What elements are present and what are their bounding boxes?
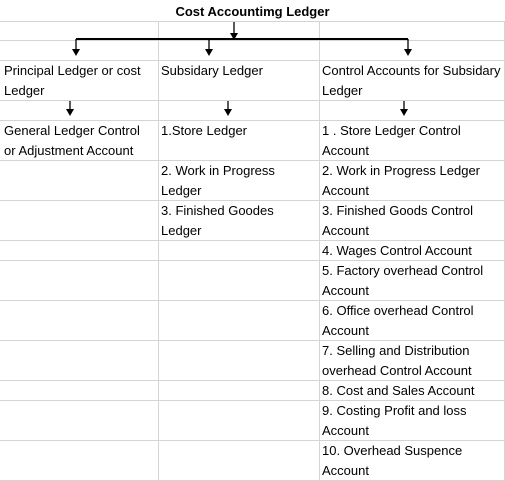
arrow-down-icon xyxy=(404,49,412,56)
control-item: 7. Selling and Distribution overhead Control Account xyxy=(322,343,472,378)
control-item: 5. Factory overhead Control Account xyxy=(322,263,484,298)
control-item: 1 . Store Ledger Control Account xyxy=(322,123,461,158)
control-item: 3. Finished Goods Control Account xyxy=(322,203,474,238)
header-principal-ledger: Principal Ledger or cost Ledger xyxy=(4,63,141,98)
control-item: 2. Work in Progress Ledger Account xyxy=(322,163,480,198)
arrow-down-icon xyxy=(400,109,408,116)
arrow-down-icon xyxy=(72,49,80,56)
arrow-down-icon xyxy=(66,109,74,116)
subsidiary-item: 2. Work in Progress Ledger xyxy=(161,163,275,198)
header-subsidiary-ledger: Subsidary Ledger xyxy=(161,63,263,78)
arrow-down-icon xyxy=(224,109,232,116)
control-item: 9. Costing Profit and loss Account xyxy=(322,403,467,438)
principal-item: General Ledger Control or Adjustment Account xyxy=(4,123,140,158)
header-control-accounts: Control Accounts for Subsidary Ledger xyxy=(322,63,501,98)
subsidiary-item: 1.Store Ledger xyxy=(161,123,248,138)
control-item: 8. Cost and Sales Account xyxy=(322,383,475,398)
control-item: 6. Office overhead Control Account xyxy=(322,303,474,338)
arrow-down-icon xyxy=(205,49,213,56)
subsidiary-item: 3. Finished Goodes Ledger xyxy=(161,203,274,238)
sheet-title: Cost Accountimg Ledger xyxy=(175,4,330,19)
control-item: 4. Wages Control Account xyxy=(322,243,472,258)
control-item: 10. Overhead Suspence Account xyxy=(322,443,463,478)
